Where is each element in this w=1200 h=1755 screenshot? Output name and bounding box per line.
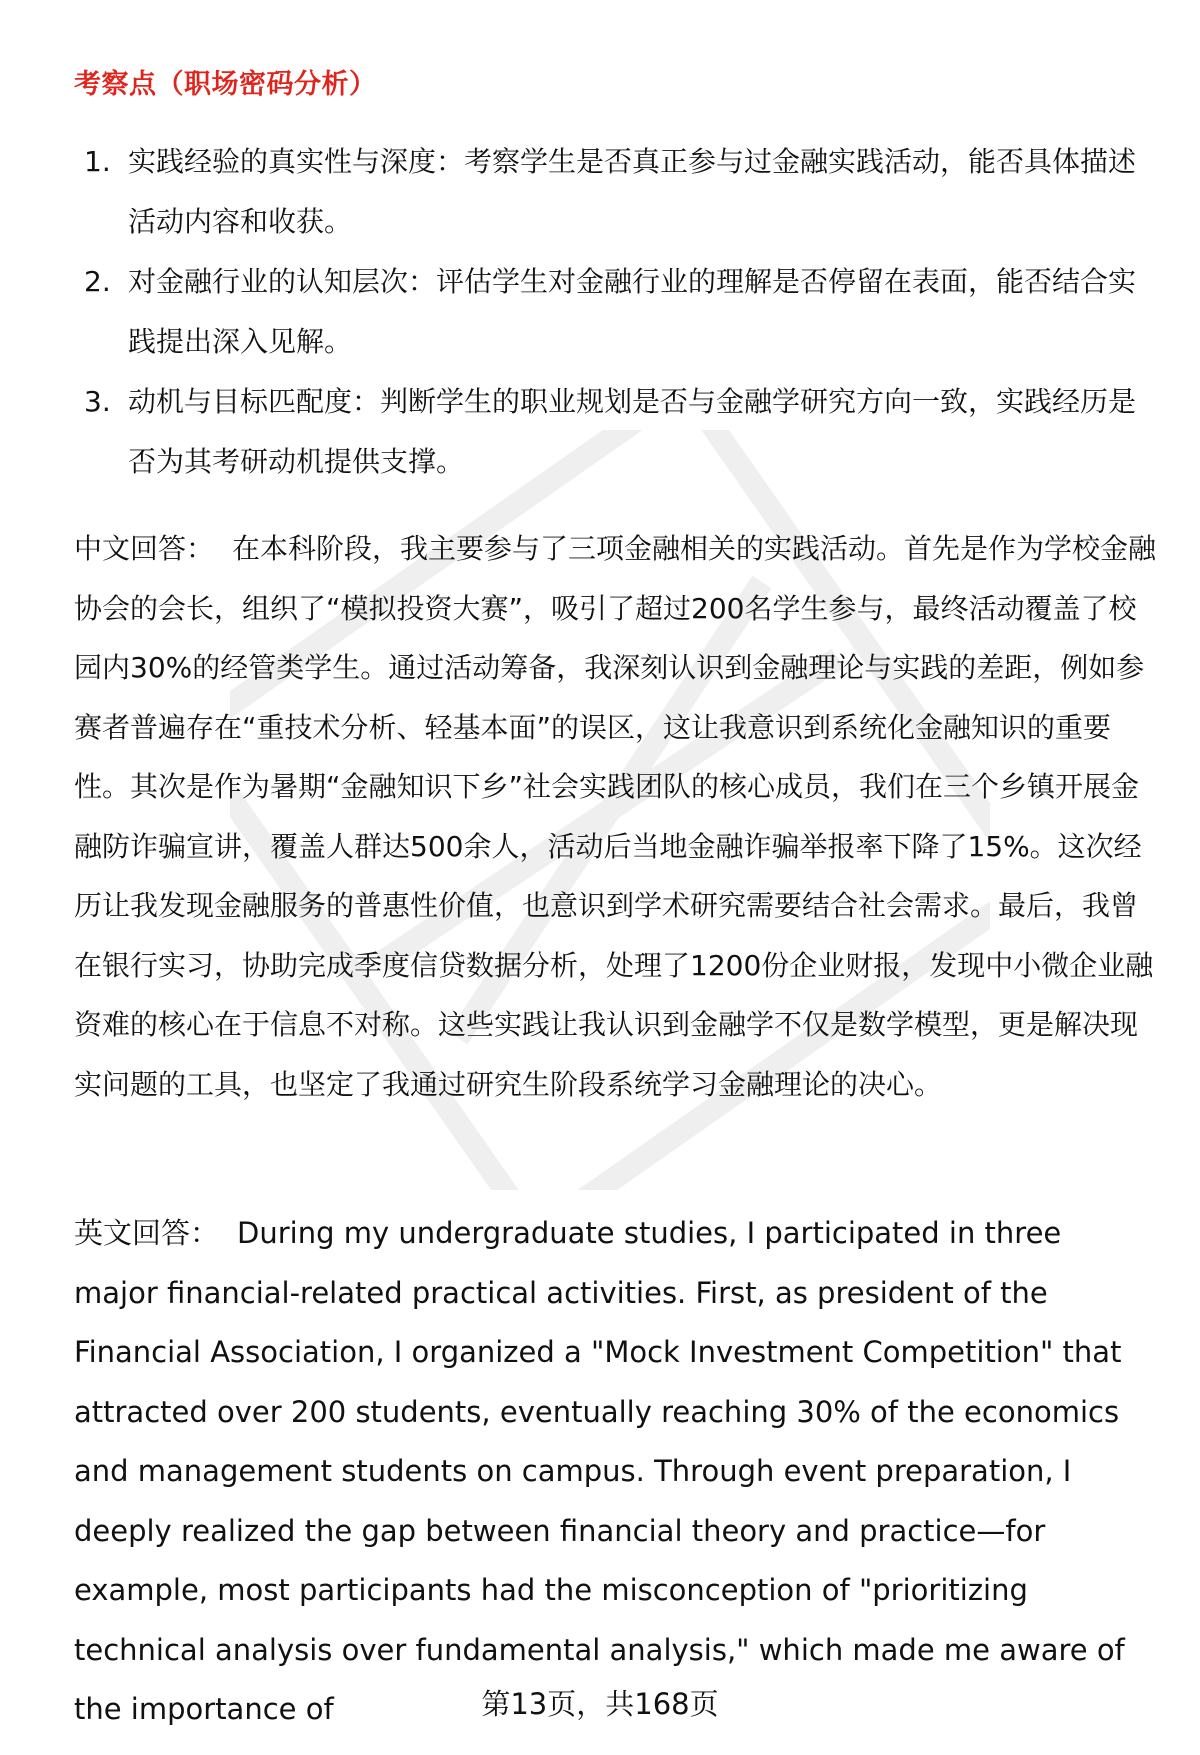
list-item-number: 1. <box>84 145 111 178</box>
english-answer-paragraph <box>74 1204 1144 1740</box>
chinese-answer-paragraph <box>74 519 1164 1114</box>
page-number: 第13页，共168页 <box>481 1687 719 1721</box>
section-title: 考察点（职场密码分析） <box>74 69 377 100</box>
list-item <box>74 372 1154 492</box>
list-item-text: 动机与目标匹配度：判断学生的职业规划是否与金融学研究方向一致，实践经历是否为其考研动机提供支撑。 <box>128 385 1137 478</box>
list-item-number: 2. <box>84 265 111 298</box>
chinese-answer-label: 中文回答： <box>74 532 215 565</box>
english-answer-label: 英文回答： <box>74 1216 220 1250</box>
list-item-text: 实践经验的真实性与深度：考察学生是否真正参与过金融实践活动，能否具体描述活动内容和收获。 <box>128 145 1137 238</box>
english-answer-text: During my undergraduate studies, I participated in three major financial-related practical activities. First, as president of the Financial Association, I organized a "Mock Investment Competition" that attracted over 200 students, eventually reaching 30% of the economics and management students on campus. Through event preparation, I deeply realized the gap between financial theory and practice—for example, most participants had the misconception of "prioritizing technical analysis over fundamental analysis," which made me aware of the importance of <box>74 1216 1125 1726</box>
list-item <box>74 132 1154 252</box>
chinese-answer-text: 在本科阶段，我主要参与了三项金融相关的实践活动。首先是作为学校金融协会的会长，组织了“模拟投资大赛”，吸引了超过200名学生参与，最终活动覆盖了校园内30%的经管类学生。通过活动筹备，我深刻认识到金融理论与实践的差距，例如参赛者普遍存在“重技术分析、轻基本面”的误区，这让我意识到系统化金融知识的重要性。其次是作为暑期“金融知识下乡”社会实践团队的核心成员，我们在三个乡镇开展金融防诈骗宣讲，覆盖人群达500余人，活动后当地金融诈骗举报率下降了15%。这次经历让我发现金融服务的普惠性价值，也意识到学术研究需要结合社会需求。最后，我曾在银行实习，协助完成季度信贷数据分析，处理了1200份企业财报，发现中小微企业融资难的核心在于信息不对称。这些实践让我认识到金融学不仅是数学模型，更是解决现实问题的工具，也坚定了我通过研究生阶段系统学习金融理论的决心。 <box>74 532 1157 1101</box>
list-item <box>74 252 1154 372</box>
assessment-points-list <box>74 132 1154 492</box>
list-item-number: 3. <box>84 385 111 418</box>
list-item-text: 对金融行业的认知层次：评估学生对金融行业的理解是否停留在表面，能否结合实践提出深入见解。 <box>128 265 1137 358</box>
